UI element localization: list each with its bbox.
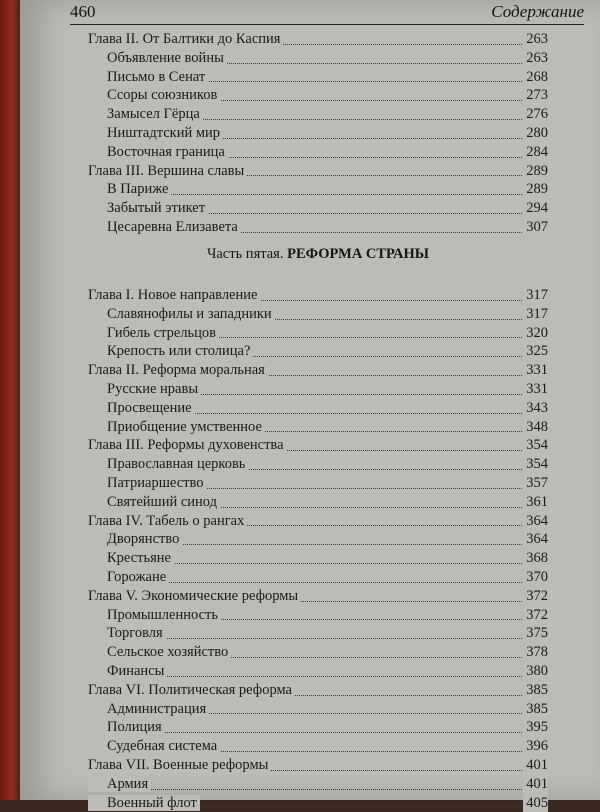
toc-entry-title: Дворянство bbox=[88, 531, 182, 547]
toc-chapter-entry bbox=[88, 162, 548, 181]
toc-entry-page: 284 bbox=[523, 143, 548, 162]
toc-entry-title: Патриаршество bbox=[88, 475, 206, 491]
page-number: 460 bbox=[70, 2, 96, 21]
book-spine bbox=[0, 0, 20, 800]
part-title: РЕФОРМА СТРАНЫ bbox=[287, 246, 430, 262]
toc-entry-page: 263 bbox=[523, 30, 548, 49]
toc-block-1 bbox=[88, 30, 548, 237]
toc-entry-page: 331 bbox=[523, 380, 548, 399]
toc-entry-title: Ништадтский мир bbox=[88, 125, 223, 141]
toc-entry-page: 405 bbox=[523, 794, 548, 812]
toc-entry-title: В Париже bbox=[88, 181, 171, 197]
toc-entry-page: 325 bbox=[523, 342, 548, 361]
toc-section-entry bbox=[88, 606, 548, 625]
toc-chapter-entry bbox=[88, 681, 548, 700]
toc-chapter-entry bbox=[88, 361, 548, 380]
toc-section-entry bbox=[88, 218, 548, 237]
running-title: Содержание bbox=[491, 2, 584, 21]
dot-leader bbox=[88, 789, 548, 790]
toc-section-entry bbox=[88, 68, 548, 87]
toc-section-entry bbox=[88, 199, 548, 218]
toc-section-entry bbox=[88, 493, 548, 512]
toc-entry-title: Приобщение умственное bbox=[88, 419, 265, 435]
toc-entry-page: 378 bbox=[523, 643, 548, 662]
toc-entry-title: Военный флот bbox=[88, 795, 200, 811]
toc-entry-title: Замысел Гёрца bbox=[88, 106, 203, 122]
part-prefix: Часть пятая. bbox=[206, 246, 284, 262]
toc-entry-page: 348 bbox=[523, 418, 548, 437]
toc-entry-page: 396 bbox=[523, 737, 548, 756]
toc-entry-title: Армия bbox=[88, 776, 151, 792]
toc-section-entry bbox=[88, 530, 548, 549]
toc-chapter-entry bbox=[88, 587, 548, 606]
toc-entry-page: 395 bbox=[523, 718, 548, 737]
toc-entry-title: Глава V. Экономические реформы bbox=[88, 588, 301, 604]
toc-entry-title: Глава VII. Военные реформы bbox=[88, 757, 271, 773]
toc-entry-title: Глава VI. Политическая реформа bbox=[88, 682, 295, 698]
toc-section-entry bbox=[88, 418, 548, 437]
toc-entry-title: Глава III. Вершина славы bbox=[88, 163, 247, 179]
toc-entry-page: 294 bbox=[523, 199, 548, 218]
toc-section-entry bbox=[88, 86, 548, 105]
toc-section-entry bbox=[88, 794, 548, 812]
toc-entry-page: 370 bbox=[523, 568, 548, 587]
page-header bbox=[70, 0, 584, 25]
toc-entry-title: Письмо в Сенат bbox=[88, 69, 208, 85]
toc-section-entry bbox=[88, 143, 548, 162]
toc-entry-title: Глава IV. Табель о рангах bbox=[88, 513, 247, 529]
toc-entry-page: 372 bbox=[523, 606, 548, 625]
toc-section-entry bbox=[88, 49, 548, 68]
toc-entry-page: 289 bbox=[523, 162, 548, 181]
toc-entry-title: Промышленность bbox=[88, 607, 221, 623]
toc-section-entry bbox=[88, 180, 548, 199]
toc-entry-title: Сельское хозяйство bbox=[88, 644, 231, 660]
toc-chapter-entry bbox=[88, 286, 548, 305]
toc-entry-title: Святейший синод bbox=[88, 494, 220, 510]
toc-section-entry bbox=[88, 474, 548, 493]
toc-entry-title: Полиция bbox=[88, 719, 165, 735]
toc-entry-title: Глава II. Реформа моральная bbox=[88, 362, 268, 378]
toc-entry-page: 364 bbox=[523, 512, 548, 531]
toc-entry-page: 268 bbox=[523, 68, 548, 87]
toc-entry-page: 343 bbox=[523, 399, 548, 418]
toc-section-entry bbox=[88, 305, 548, 324]
toc-section-entry bbox=[88, 737, 548, 756]
book-page bbox=[20, 0, 600, 811]
toc-entry-title: Русские нравы bbox=[88, 381, 201, 397]
part-heading bbox=[88, 246, 548, 266]
toc-entry-title: Финансы bbox=[88, 663, 167, 679]
toc-entry-title: Ссоры союзников bbox=[88, 87, 220, 103]
toc-entry-title: Славянофилы и западники bbox=[88, 306, 275, 322]
toc-section-entry bbox=[88, 775, 548, 794]
toc-entry-page: 273 bbox=[523, 86, 548, 105]
toc-entry-title: Глава III. Реформы духовенства bbox=[88, 437, 287, 453]
toc-entry-title: Глава I. Новое направление bbox=[88, 287, 260, 303]
toc-entry-page: 401 bbox=[523, 775, 548, 794]
toc-entry-title: Торговля bbox=[88, 625, 166, 641]
toc-entry-title: Просвещение bbox=[88, 400, 195, 416]
toc-entry-page: 372 bbox=[523, 587, 548, 606]
toc-entry-title: Гибель стрельцов bbox=[88, 325, 219, 341]
toc-entry-page: 364 bbox=[523, 530, 548, 549]
toc-entry-page: 276 bbox=[523, 105, 548, 124]
toc-section-entry bbox=[88, 549, 548, 568]
toc-entry-title: Крепость или столица? bbox=[88, 343, 253, 359]
toc-entry-title: Забытый этикет bbox=[88, 200, 208, 216]
toc-entry-page: 380 bbox=[523, 662, 548, 681]
toc-entry-page: 375 bbox=[523, 624, 548, 643]
toc-section-entry bbox=[88, 399, 548, 418]
toc-entry-title: Цесаревна Елизавета bbox=[88, 219, 241, 235]
toc-section-entry bbox=[88, 643, 548, 662]
toc-entry-title: Объявление войны bbox=[88, 50, 227, 66]
toc-section-entry bbox=[88, 624, 548, 643]
toc-entry-page: 385 bbox=[523, 700, 548, 719]
toc-section-entry bbox=[88, 380, 548, 399]
toc-entry-title: Горожане bbox=[88, 569, 169, 585]
toc-entry-title: Восточная граница bbox=[88, 144, 228, 160]
toc-entry-page: 361 bbox=[523, 493, 548, 512]
toc-section-entry bbox=[88, 324, 548, 343]
toc-entry-page: 331 bbox=[523, 361, 548, 380]
toc-entry-page: 401 bbox=[523, 756, 548, 775]
toc-entry-page: 307 bbox=[523, 218, 548, 237]
toc-entry-page: 263 bbox=[523, 49, 548, 68]
toc-entry-title: Глава II. От Балтики до Каспия bbox=[88, 31, 283, 47]
toc-chapter-entry bbox=[88, 30, 548, 49]
toc-section-entry bbox=[88, 342, 548, 361]
toc-chapter-entry bbox=[88, 436, 548, 455]
toc-entry-page: 317 bbox=[523, 305, 548, 324]
toc-entry-page: 368 bbox=[523, 549, 548, 568]
toc-section-entry bbox=[88, 568, 548, 587]
toc-entry-title: Судебная система bbox=[88, 738, 220, 754]
toc-entry-page: 354 bbox=[523, 436, 548, 455]
toc-entry-page: 357 bbox=[523, 474, 548, 493]
toc-entry-page: 385 bbox=[523, 681, 548, 700]
toc-section-entry bbox=[88, 662, 548, 681]
toc-entry-title: Крестьяне bbox=[88, 550, 174, 566]
toc-entry-page: 289 bbox=[523, 180, 548, 199]
toc-entry-title: Православная церковь bbox=[88, 456, 248, 472]
toc-entry-page: 354 bbox=[523, 455, 548, 474]
toc-entry-page: 320 bbox=[523, 324, 548, 343]
toc-section-entry bbox=[88, 718, 548, 737]
toc-section-entry bbox=[88, 105, 548, 124]
toc-section-entry bbox=[88, 124, 548, 143]
toc-section-entry bbox=[88, 455, 548, 474]
toc-entry-page: 280 bbox=[523, 124, 548, 143]
toc-entry-title: Администрация bbox=[88, 701, 209, 717]
toc-block-2 bbox=[88, 286, 548, 812]
toc-entry-page: 317 bbox=[523, 286, 548, 305]
toc-chapter-entry bbox=[88, 512, 548, 531]
toc-section-entry bbox=[88, 700, 548, 719]
toc-chapter-entry bbox=[88, 756, 548, 775]
